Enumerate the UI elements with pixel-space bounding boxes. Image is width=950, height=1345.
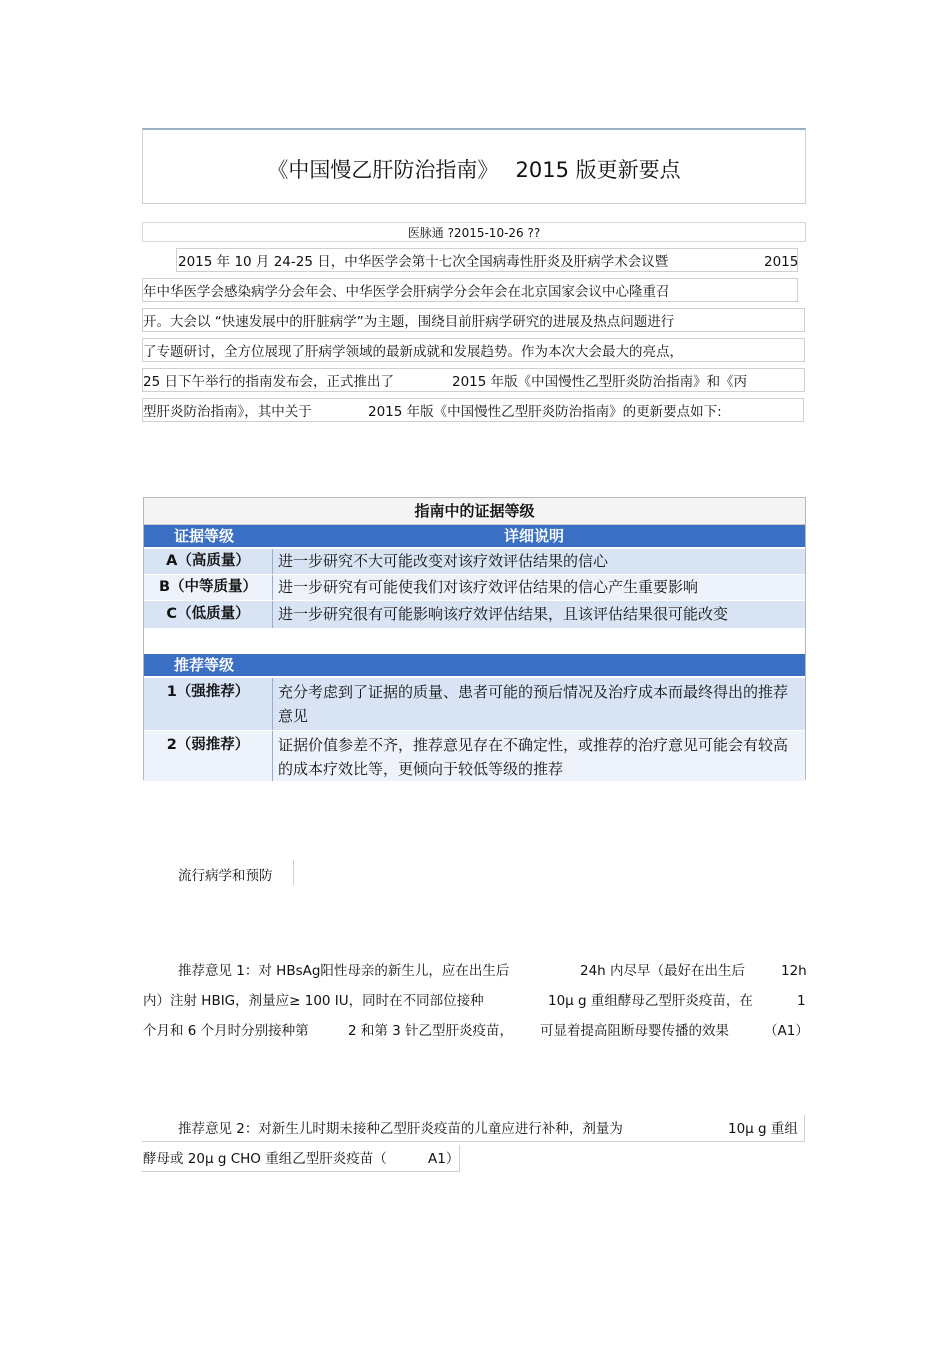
intro-line: 2015 年版《中国慢性乙型肝炎防治指南》和《丙 <box>452 374 748 390</box>
page-title: 《中国慢乙肝防治指南》 2015 版更新要点 <box>267 158 681 182</box>
rec1-line: 2 和第 3 针乙型肝炎疫苗， <box>348 1023 514 1039</box>
rec2-line: 10μ g 重组 <box>728 1121 798 1137</box>
rec1-line: 10μ g 重组酵母乙型肝炎疫苗，在 <box>548 993 753 1009</box>
evidence-header-col1: 证据等级 <box>174 527 235 545</box>
recommend-level: 2（弱推荐） <box>144 731 273 781</box>
intro-line: 型肝炎防治指南》，其中关于 <box>143 404 312 420</box>
rec1-line: 推荐意见 1：对 HBsAg阳性母亲的新生儿，应在出生后 <box>178 963 510 979</box>
table-row <box>144 548 805 574</box>
table-title: 指南中的证据等级 <box>144 498 805 525</box>
evidence-header <box>144 525 805 547</box>
recommend-level: 1（强推荐） <box>144 678 273 730</box>
rec1-line: （A1） <box>764 1023 809 1039</box>
divider <box>293 860 294 885</box>
table-row <box>144 600 805 628</box>
meta-box <box>142 222 806 242</box>
table-row <box>144 574 805 600</box>
evidence-level: C（低质量） <box>144 601 273 628</box>
intro-line: 2015 年版《中国慢性乙型肝炎防治指南》的更新要点如下: <box>368 404 722 420</box>
rec1-line: 24h 内尽早（最好在出生后 <box>580 963 746 979</box>
intro-line: 了专题研讨，全方位展现了肝病学领域的最新成就和发展趋势。作为本次大会最大的亮点， <box>143 344 683 360</box>
table-row <box>144 730 805 781</box>
evidence-header-col2: 详细说明 <box>504 527 565 545</box>
rec1-line: 可显着提高阻断母婴传播的效果 <box>540 1023 729 1039</box>
evidence-level: A（高质量） <box>144 549 273 574</box>
evidence-desc: 进一步研究很有可能影响该疗效评估结果，且该评估结果很可能改变 <box>278 605 729 623</box>
evidence-desc: 进一步研究不大可能改变对该疗效评估结果的信心 <box>278 552 609 570</box>
rec2-line: 推荐意见 2：对新生儿时期未接种乙型肝炎疫苗的儿童应进行补种，剂量为 <box>178 1121 623 1137</box>
recommend-desc: 充分考虑到了证据的质量、患者可能的预后情况及治疗成本而最终得出的推荐意见 <box>278 683 789 725</box>
rec1-line: 个月和 6 个月时分别接种第 <box>143 1023 309 1039</box>
intro-line: 年中华医学会感染病学分会年会、中华医学会肝病学分会年会在北京国家会议中心隆重召 <box>143 284 670 300</box>
table-row <box>144 677 805 730</box>
intro-line: 25 日下午举行的指南发布会，正式推出了 <box>143 374 394 390</box>
title-box <box>142 128 806 204</box>
rec1-line: 1 <box>797 993 806 1009</box>
recommend-desc: 证据价值参差不齐，推荐意见存在不确定性，或推荐的治疗意见可能会有较高的成本疗效比等，更倾向于较低等级的推荐 <box>278 736 789 778</box>
intro-line: 开。大会以 “快速发展中的肝脏病学”为主题，围绕目前肝病学研究的进展及热点问题进行 <box>143 314 675 330</box>
rec1-line: 内）注射 HBIG，剂量应≥ 100 IU，同时在不同部位接种 <box>143 993 484 1009</box>
intro-line: 2015 年 10 月 24-25 日，中华医学会第十七次全国病毒性肝炎及肝病学术会议暨 <box>178 254 669 270</box>
rec2-line: A1） <box>428 1151 460 1167</box>
recommend-header <box>144 654 805 676</box>
intro-line: 2015 <box>764 254 799 270</box>
evidence-grade-table <box>143 497 806 780</box>
section-title: 流行病学和预防 <box>178 868 273 884</box>
rec1-line: 12h <box>781 963 807 979</box>
rec2-line: 酵母或 20μ g CHO 重组乙型肝炎疫苗（ <box>143 1151 387 1167</box>
recommend-header-col1: 推荐等级 <box>174 656 235 674</box>
source-date: 医脉通 ?2015-10-26 ?? <box>407 226 541 240</box>
evidence-level: B（中等质量） <box>144 575 273 600</box>
evidence-desc: 进一步研究有可能使我们对该疗效评估结果的信心产生重要影响 <box>278 578 699 596</box>
